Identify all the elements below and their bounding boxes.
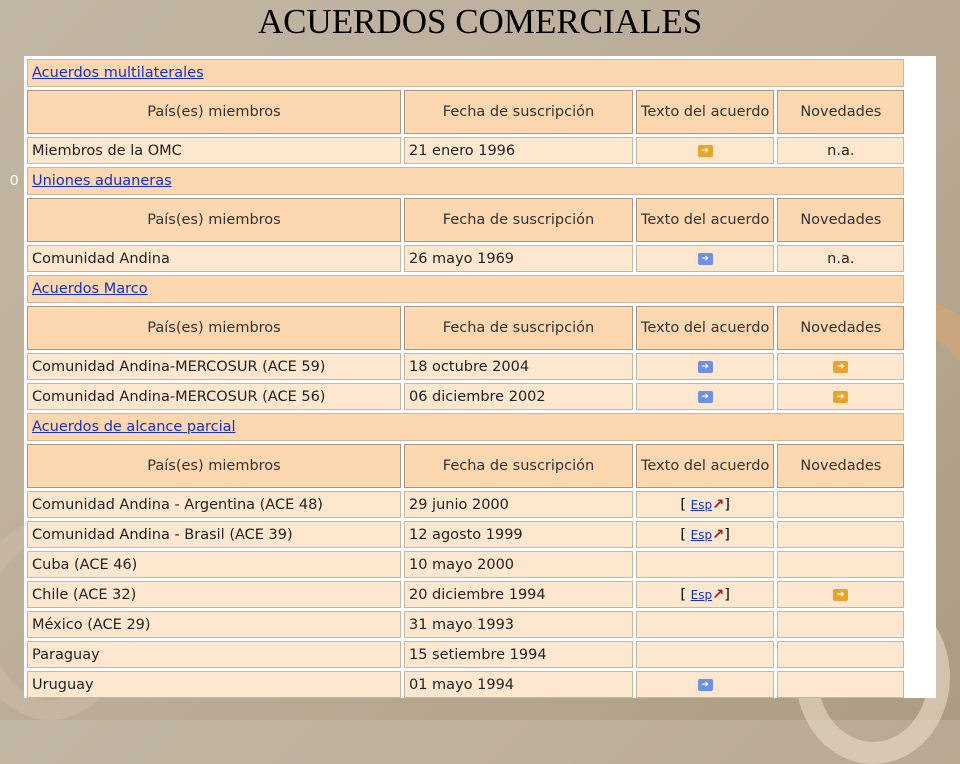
news-cell bbox=[777, 671, 904, 698]
column-header-text: Texto del acuerdo bbox=[636, 306, 774, 350]
text-cell bbox=[636, 551, 774, 578]
date-cell: 01 mayo 1994 bbox=[404, 671, 633, 698]
external-link-icon[interactable]: ↗ bbox=[712, 586, 725, 603]
text-cell bbox=[636, 383, 774, 410]
date-cell: 21 enero 1996 bbox=[404, 137, 633, 164]
table-row bbox=[27, 353, 904, 380]
arrow-blue-icon[interactable]: ➔ bbox=[698, 361, 713, 373]
section-row bbox=[27, 59, 904, 87]
text-cell bbox=[636, 491, 774, 518]
arrow-orange-icon[interactable]: ➔ bbox=[698, 145, 713, 157]
external-link-icon[interactable]: ↗ bbox=[712, 526, 725, 543]
news-cell: n.a. bbox=[777, 245, 904, 272]
spanish-text-link[interactable]: [ Esp↗] bbox=[680, 526, 730, 543]
text-cell bbox=[636, 521, 774, 548]
date-cell: 15 setiembre 1994 bbox=[404, 641, 633, 668]
column-header-text: Texto del acuerdo bbox=[636, 198, 774, 242]
column-header-text: Texto del acuerdo bbox=[636, 444, 774, 488]
section-link[interactable]: Acuerdos de alcance parcial bbox=[32, 419, 236, 435]
text-cell bbox=[636, 137, 774, 164]
column-header-news: Novedades bbox=[777, 90, 904, 134]
text-cell bbox=[636, 581, 774, 608]
arrow-orange-icon[interactable]: ➔ bbox=[833, 361, 848, 373]
column-header-text: Texto del acuerdo bbox=[636, 90, 774, 134]
text-cell bbox=[636, 245, 774, 272]
header-row bbox=[27, 90, 904, 134]
date-cell: 18 octubre 2004 bbox=[404, 353, 633, 380]
table-row bbox=[27, 551, 904, 578]
text-cell bbox=[636, 671, 774, 698]
external-link-icon[interactable]: ↗ bbox=[712, 496, 725, 513]
header-row bbox=[27, 198, 904, 242]
agreements-table bbox=[24, 56, 907, 701]
table-row bbox=[27, 521, 904, 548]
column-header-date: Fecha de suscripción bbox=[404, 444, 633, 488]
members-cell: Comunidad Andina - Argentina (ACE 48) bbox=[27, 491, 401, 518]
arrow-blue-icon[interactable]: ➔ bbox=[698, 391, 713, 403]
members-cell: Cuba (ACE 46) bbox=[27, 551, 401, 578]
news-cell bbox=[777, 353, 904, 380]
table-row bbox=[27, 671, 904, 698]
spanish-text-link[interactable]: [ Esp↗] bbox=[680, 496, 730, 513]
date-cell: 20 diciembre 1994 bbox=[404, 581, 633, 608]
news-cell bbox=[777, 611, 904, 638]
section-row bbox=[27, 413, 904, 441]
section-link[interactable]: Uniones aduaneras bbox=[32, 173, 172, 189]
table-row bbox=[27, 581, 904, 608]
section-link[interactable]: Acuerdos Marco bbox=[32, 281, 148, 297]
members-cell: Comunidad Andina - Brasil (ACE 39) bbox=[27, 521, 401, 548]
table-row bbox=[27, 491, 904, 518]
date-cell: 12 agosto 1999 bbox=[404, 521, 633, 548]
members-cell: Chile (ACE 32) bbox=[27, 581, 401, 608]
news-cell bbox=[777, 641, 904, 668]
table-row bbox=[27, 611, 904, 638]
arrow-orange-icon[interactable]: ➔ bbox=[833, 391, 848, 403]
date-cell: 10 mayo 2000 bbox=[404, 551, 633, 578]
news-cell bbox=[777, 551, 904, 578]
column-header-news: Novedades bbox=[777, 198, 904, 242]
table-row bbox=[27, 641, 904, 668]
news-cell bbox=[777, 491, 904, 518]
members-cell: México (ACE 29) bbox=[27, 611, 401, 638]
spanish-text-link[interactable]: [ Esp↗] bbox=[680, 586, 730, 603]
members-cell: Comunidad Andina-MERCOSUR (ACE 59) bbox=[27, 353, 401, 380]
news-cell bbox=[777, 383, 904, 410]
table-row bbox=[27, 245, 904, 272]
column-header-members: País(es) miembros bbox=[27, 306, 401, 350]
text-cell bbox=[636, 641, 774, 668]
section-link[interactable]: Acuerdos multilaterales bbox=[32, 65, 204, 81]
spanish-link-label[interactable]: Esp bbox=[690, 527, 713, 542]
members-cell: Miembros de la OMC bbox=[27, 137, 401, 164]
news-cell bbox=[777, 581, 904, 608]
table-row bbox=[27, 383, 904, 410]
news-cell bbox=[777, 521, 904, 548]
header-row bbox=[27, 444, 904, 488]
column-header-news: Novedades bbox=[777, 444, 904, 488]
section-row bbox=[27, 275, 904, 303]
column-header-members: País(es) miembros bbox=[27, 198, 401, 242]
header-row bbox=[27, 306, 904, 350]
section-row bbox=[27, 167, 904, 195]
column-header-date: Fecha de suscripción bbox=[404, 306, 633, 350]
column-header-members: País(es) miembros bbox=[27, 444, 401, 488]
members-cell: Comunidad Andina-MERCOSUR (ACE 56) bbox=[27, 383, 401, 410]
agreements-panel bbox=[24, 56, 936, 698]
side-marker: 0 bbox=[10, 172, 19, 189]
column-header-date: Fecha de suscripción bbox=[404, 198, 633, 242]
members-cell: Paraguay bbox=[27, 641, 401, 668]
arrow-blue-icon[interactable]: ➔ bbox=[698, 253, 713, 265]
members-cell: Uruguay bbox=[27, 671, 401, 698]
spanish-link-label[interactable]: Esp bbox=[690, 587, 713, 602]
date-cell: 26 mayo 1969 bbox=[404, 245, 633, 272]
column-header-news: Novedades bbox=[777, 306, 904, 350]
text-cell bbox=[636, 353, 774, 380]
date-cell: 31 mayo 1993 bbox=[404, 611, 633, 638]
page-title: ACUERDOS COMERCIALES bbox=[257, 2, 703, 41]
arrow-orange-icon[interactable]: ➔ bbox=[833, 589, 848, 601]
column-header-members: País(es) miembros bbox=[27, 90, 401, 134]
date-cell: 06 diciembre 2002 bbox=[404, 383, 633, 410]
spanish-link-label[interactable]: Esp bbox=[690, 497, 713, 512]
news-cell: n.a. bbox=[777, 137, 904, 164]
column-header-date: Fecha de suscripción bbox=[404, 90, 633, 134]
date-cell: 29 junio 2000 bbox=[404, 491, 633, 518]
arrow-blue-icon[interactable]: ➔ bbox=[698, 679, 713, 691]
text-cell bbox=[636, 611, 774, 638]
table-row bbox=[27, 137, 904, 164]
members-cell: Comunidad Andina bbox=[27, 245, 401, 272]
